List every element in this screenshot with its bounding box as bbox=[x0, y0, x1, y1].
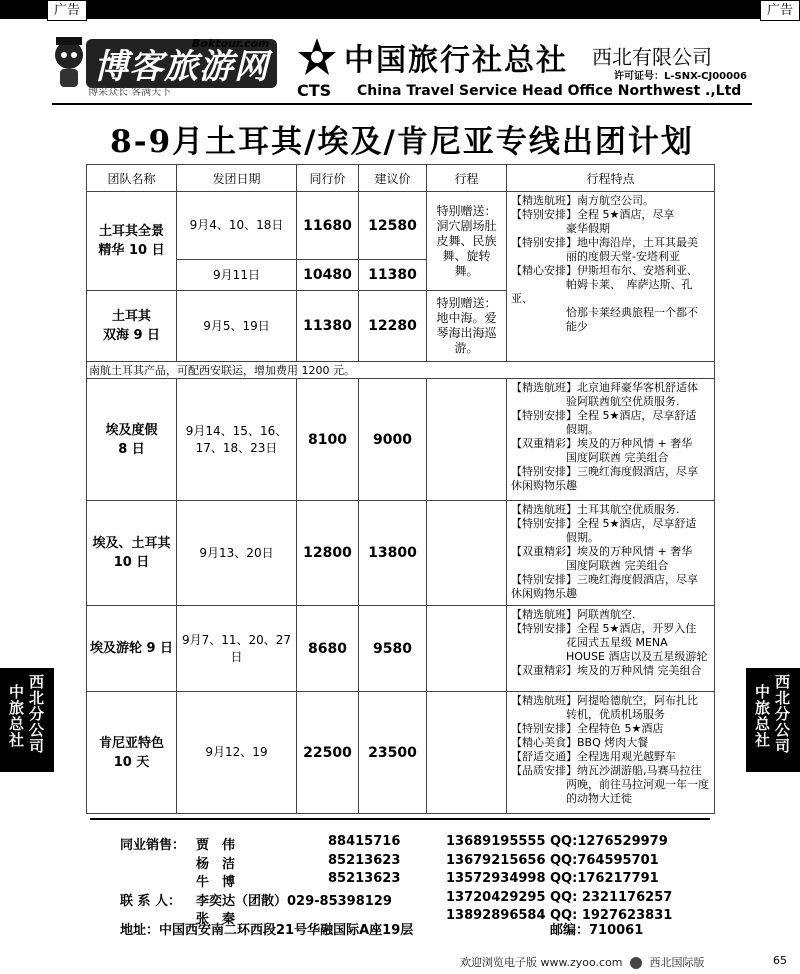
feature-line: 【舒适交通】全程选用观光越野车 bbox=[511, 750, 676, 763]
side-tab-left bbox=[0, 668, 54, 772]
trade-price: 12800 bbox=[297, 501, 359, 606]
tour-name: 肯尼亚特色 bbox=[98, 735, 164, 751]
feature-line: 假期。 bbox=[511, 423, 599, 436]
contact-mobile: 13689195555 bbox=[446, 834, 546, 849]
feature-line: 【精心美食】BBQ 烤肉大餐 bbox=[511, 736, 649, 749]
trade-price: 11680 bbox=[297, 192, 359, 260]
contact-role: 同业销售： bbox=[120, 838, 186, 853]
tour-name-cell bbox=[87, 692, 177, 814]
contact-tel: 88415716 bbox=[328, 834, 401, 849]
zip-code: 邮编：710061 bbox=[550, 923, 644, 938]
feature-line: 两晚，前往马拉河观一年一度 bbox=[511, 778, 709, 791]
contact-qq: QQ: 2321176257 bbox=[550, 889, 673, 905]
cts-label: CTS bbox=[297, 81, 332, 100]
feature-line: 【精选航班】土耳其航空优质服务. bbox=[511, 503, 680, 516]
departure-date: 9月4、10、18日 bbox=[177, 192, 297, 260]
contact-qq: QQ:176217791 bbox=[550, 871, 659, 886]
side-tab-line2: 中旅总社 bbox=[753, 684, 771, 748]
footer-edition: 西北国际版 bbox=[649, 956, 705, 969]
suggested-price: 23500 bbox=[359, 692, 427, 814]
departure-date: 9月12、19 bbox=[177, 692, 297, 814]
feature-line: 【精选航班】南方航空公司。 bbox=[511, 194, 654, 207]
feature-line: 【特别安排】全程 5★酒店，尽享 bbox=[511, 208, 675, 221]
footer-divider bbox=[90, 818, 710, 820]
departure-date: 9月7、11、20、27日 bbox=[177, 606, 297, 692]
side-tab-line1: 西北分公司 bbox=[27, 674, 45, 754]
tour-duration: 精华 10 日 bbox=[98, 243, 165, 258]
table-row bbox=[87, 379, 715, 501]
feature-line: 【特别安排】地中海沿岸，土耳其最美 bbox=[511, 236, 698, 249]
boktour-logo bbox=[52, 33, 282, 98]
feature-line: 【特别安排】全程 5★酒店，尽享舒适 bbox=[511, 517, 697, 530]
feature-line: 国度阿联酋 完美组合 bbox=[511, 559, 669, 572]
table-note-row bbox=[87, 362, 715, 379]
feature-line: 【精选航班】阿联酋航空. bbox=[511, 608, 636, 621]
trade-price: 22500 bbox=[297, 692, 359, 814]
tour-name-cell bbox=[87, 192, 177, 291]
logo-domain: Boktour.com bbox=[192, 37, 270, 50]
contact-role: 联 系 人： bbox=[120, 893, 182, 909]
contact-qq: QQ:1276529979 bbox=[550, 834, 668, 849]
contact-mobile: 13679215656 bbox=[446, 852, 546, 868]
logo-text: 博客旅游网 bbox=[86, 39, 277, 88]
footer-website-text: 欢迎浏览电子版 www.zyoo.com bbox=[460, 956, 623, 969]
ad-label-right: 广告 bbox=[760, 0, 800, 21]
feature-line: 假期。 bbox=[511, 531, 599, 544]
tour-name: 土耳其 bbox=[111, 309, 151, 324]
header-departure-date: 发团日期 bbox=[177, 165, 297, 192]
side-tab-line1: 西北分公司 bbox=[773, 674, 791, 754]
tour-duration: 8 日 bbox=[118, 441, 145, 457]
tour-duration: 10 天 bbox=[113, 754, 150, 770]
tour-duration: 双海 9 日 bbox=[102, 328, 161, 343]
address: 地址：中国西安南二环西段21号华融国际A座19层 bbox=[120, 923, 414, 938]
contact-qq: QQ: 1927623831 bbox=[550, 908, 673, 923]
trade-price: 8100 bbox=[297, 379, 359, 501]
footer-website bbox=[460, 954, 705, 970]
itinerary: 特别赠送：洞穴剧场肚皮舞、民族舞、旋转舞。 bbox=[427, 192, 507, 291]
features-list bbox=[507, 379, 715, 501]
note: 南航土耳其产品，可配西安联运，增加费用 1200 元。 bbox=[87, 362, 715, 379]
page-number: 65 bbox=[773, 954, 787, 967]
contact-name: 贾 伟 bbox=[196, 838, 236, 853]
side-tab-line2: 中旅总社 bbox=[7, 684, 25, 748]
trade-price: 10480 bbox=[297, 260, 359, 291]
contact-name: 牛 博 bbox=[196, 875, 236, 890]
suggested-price: 13800 bbox=[359, 501, 427, 606]
header-tour-name: 团队名称 bbox=[87, 165, 177, 192]
feature-line: 【特别安排】全程 5★酒店，尽享舒适 bbox=[511, 409, 697, 422]
feature-line: 豪华假期 bbox=[511, 222, 610, 235]
feature-line: 【双重精彩】埃及的万种风情 完美组合 bbox=[511, 664, 702, 677]
feature-line: 【品质安排】纳瓦沙湖游船,马赛马拉往 bbox=[511, 764, 702, 777]
table-header-row bbox=[87, 165, 715, 192]
itinerary: 特别赠送：地中海。爱琴海出海巡游。 bbox=[427, 291, 507, 362]
contact-name: 杨 洁 bbox=[196, 856, 236, 872]
branch-name: 西北有限公司 bbox=[592, 45, 712, 69]
departure-date: 9月14、15、16、17、18、23日 bbox=[177, 379, 297, 501]
tour-plan-table bbox=[86, 164, 715, 814]
trade-price: 11380 bbox=[297, 291, 359, 362]
table-row bbox=[87, 501, 715, 606]
feature-line: 【精选航班】北京迪拜豪华客机舒适体 bbox=[511, 381, 698, 394]
feature-line: 丽的度假天堂-安塔利亚 bbox=[511, 250, 680, 263]
tour-name: 埃及度假 bbox=[105, 422, 158, 438]
header bbox=[52, 23, 752, 105]
side-tab-right bbox=[746, 668, 800, 772]
itinerary-empty bbox=[427, 379, 507, 501]
contact-name: 李奕达（团散）029-85398129 bbox=[196, 893, 392, 909]
feature-line: 恰那卡莱经典旅程一个都不 bbox=[511, 306, 698, 319]
itinerary-empty bbox=[427, 606, 507, 692]
feature-line: HOUSE 酒店以及五星级游轮 bbox=[511, 650, 708, 663]
table-row bbox=[87, 692, 715, 814]
header-features: 行程特点 bbox=[507, 165, 715, 192]
feature-line: 花园式五星级 MENA bbox=[511, 636, 668, 649]
ad-label-left: 广告 bbox=[47, 0, 87, 21]
features-list bbox=[507, 192, 715, 362]
feature-line: 【特别安排】三晚红海度假酒店，尽享 bbox=[511, 465, 698, 478]
feature-line: 休闲购物乐趣 bbox=[511, 479, 577, 492]
feature-line: 休闲购物乐趣 bbox=[511, 587, 577, 600]
suggested-price: 12280 bbox=[359, 291, 427, 362]
departure-date: 9月5、19日 bbox=[177, 291, 297, 362]
top-bar bbox=[0, 0, 800, 19]
feature-line: 帕姆卡莱、 库萨达斯、孔亚、 bbox=[511, 278, 693, 305]
feature-line: 【精选航班】阿提哈德航空，阿布扎比 bbox=[511, 694, 698, 707]
feature-line: 【特别安排】三晚红海度假酒店，尽享 bbox=[511, 573, 698, 586]
suggested-price: 9000 bbox=[359, 379, 427, 501]
trade-price: 8680 bbox=[297, 606, 359, 692]
feature-line: 【特别安排】全程特色 5★酒店 bbox=[511, 722, 664, 735]
contact-qq: QQ:764595701 bbox=[550, 852, 659, 868]
logo-dot-icon bbox=[630, 957, 642, 969]
feature-line: 【特别安排】全程 5★酒店，开罗入住 bbox=[511, 622, 697, 635]
tour-name: 埃及、土耳其 bbox=[92, 536, 171, 551]
mascot-icon bbox=[52, 33, 86, 89]
header-suggested-price: 建议价 bbox=[359, 165, 427, 192]
license-number: 许可证号：L-SNX-CJ00006 bbox=[614, 71, 747, 82]
cts-star-icon bbox=[297, 37, 337, 77]
feature-line: 能少 bbox=[511, 320, 588, 333]
tour-name-cell bbox=[87, 291, 177, 362]
contact-tel: 85213623 bbox=[328, 852, 401, 868]
contact-tel: 85213623 bbox=[328, 871, 401, 886]
suggested-price: 11380 bbox=[359, 260, 427, 291]
header-trade-price: 同行价 bbox=[297, 165, 359, 192]
tour-name-cell bbox=[87, 501, 177, 606]
tour-name-cell bbox=[87, 379, 177, 501]
suggested-price: 9580 bbox=[359, 606, 427, 692]
departure-date: 9月11日 bbox=[177, 260, 297, 291]
suggested-price: 12580 bbox=[359, 192, 427, 260]
contact-mobile: 13720429295 bbox=[446, 889, 546, 905]
header-itinerary: 行程 bbox=[427, 165, 507, 192]
table-row bbox=[87, 606, 715, 692]
features-list bbox=[507, 692, 715, 814]
feature-line: 国度阿联酋 完美组合 bbox=[511, 451, 669, 464]
tour-name: 埃及游轮 9 日 bbox=[87, 606, 177, 692]
logo-slogan: 博采众长 客满天下 bbox=[88, 87, 172, 98]
features-list bbox=[507, 606, 715, 692]
tour-duration: 10 日 bbox=[113, 555, 150, 570]
features-list bbox=[507, 501, 715, 606]
itinerary-empty bbox=[427, 692, 507, 814]
feature-line: 验阿联酋航空优质服务. bbox=[511, 395, 680, 408]
tour-name: 土耳其全景 bbox=[98, 224, 164, 239]
feature-line: 转机，优质机场服务 bbox=[511, 708, 665, 721]
contact-name: 张 秦 bbox=[196, 912, 236, 927]
company-name-en: China Travel Service Head Office Northwest .,Ltd bbox=[357, 83, 742, 99]
table-row bbox=[87, 192, 715, 260]
contact-mobile: 13892896584 bbox=[446, 908, 546, 923]
company-name-cn: 中国旅行社总社 bbox=[344, 43, 568, 78]
feature-line: 【双重精彩】埃及的万种风情 + 奢华 bbox=[511, 437, 693, 450]
contact-mobile: 13572934998 bbox=[446, 871, 546, 886]
departure-date: 9月13、20日 bbox=[177, 501, 297, 606]
feature-line: 【精心安排】伊斯坦布尔、安塔利亚、 bbox=[511, 264, 698, 277]
feature-line: 【双重精彩】埃及的万种风情 + 奢华 bbox=[511, 545, 693, 558]
itinerary-empty bbox=[427, 501, 507, 606]
page-title: 8-9月土耳其/埃及/肯尼亚专线出团计划 bbox=[110, 124, 694, 160]
feature-line: 的动物大迁徙 bbox=[511, 792, 632, 805]
